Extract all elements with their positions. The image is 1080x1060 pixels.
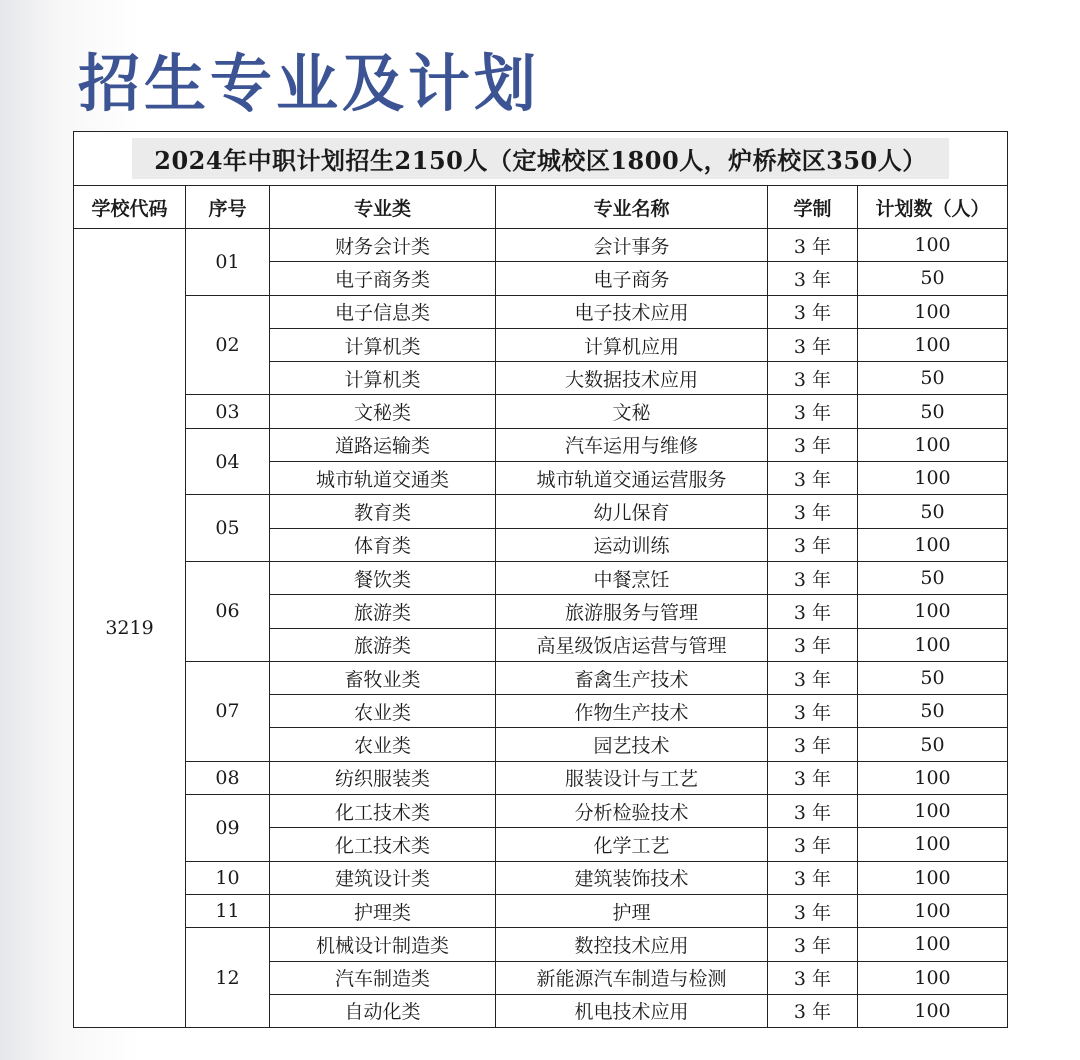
duration-cell: 3 年 bbox=[768, 395, 858, 428]
category-cell: 城市轨道交通类 bbox=[270, 462, 496, 495]
category-cell: 汽车制造类 bbox=[270, 961, 496, 994]
major-cell: 机电技术应用 bbox=[496, 994, 768, 1027]
page-title: 招生专业及计划 bbox=[78, 47, 541, 120]
seq-cell: 06 bbox=[186, 561, 270, 661]
seq-cell: 10 bbox=[186, 861, 270, 894]
duration-cell: 3 年 bbox=[768, 894, 858, 927]
plan-count-cell: 100 bbox=[858, 528, 1008, 561]
duration-cell: 3 年 bbox=[768, 328, 858, 361]
seq-cell: 11 bbox=[186, 894, 270, 927]
plan-count-cell: 50 bbox=[858, 495, 1008, 528]
category-cell: 餐饮类 bbox=[270, 561, 496, 594]
table-row bbox=[74, 561, 1008, 594]
duration-cell: 3 年 bbox=[768, 462, 858, 495]
category-cell: 教育类 bbox=[270, 495, 496, 528]
table-row bbox=[74, 661, 1008, 694]
major-cell: 作物生产技术 bbox=[496, 695, 768, 728]
seq-cell: 01 bbox=[186, 229, 270, 296]
duration-cell: 3 年 bbox=[768, 828, 858, 861]
duration-cell: 3 年 bbox=[768, 561, 858, 594]
plan-count-cell: 100 bbox=[858, 994, 1008, 1027]
duration-cell: 3 年 bbox=[768, 994, 858, 1027]
plan-count-cell: 100 bbox=[858, 928, 1008, 961]
banner-row bbox=[74, 132, 1008, 186]
major-cell: 运动训练 bbox=[496, 528, 768, 561]
seq-cell: 12 bbox=[186, 928, 270, 1028]
plan-count-cell: 100 bbox=[858, 828, 1008, 861]
major-cell: 电子技术应用 bbox=[496, 295, 768, 328]
duration-cell: 3 年 bbox=[768, 961, 858, 994]
category-cell: 建筑设计类 bbox=[270, 861, 496, 894]
category-cell: 机械设计制造类 bbox=[270, 928, 496, 961]
major-cell: 高星级饭店运营与管理 bbox=[496, 628, 768, 661]
duration-cell: 3 年 bbox=[768, 528, 858, 561]
header-seq: 序号 bbox=[186, 186, 270, 229]
header-major: 专业名称 bbox=[496, 186, 768, 229]
header-plan-count: 计划数（人） bbox=[858, 186, 1008, 229]
major-cell: 畜禽生产技术 bbox=[496, 661, 768, 694]
seq-cell: 02 bbox=[186, 295, 270, 395]
plan-count-cell: 100 bbox=[858, 861, 1008, 894]
duration-cell: 3 年 bbox=[768, 661, 858, 694]
major-cell: 旅游服务与管理 bbox=[496, 595, 768, 628]
duration-cell: 3 年 bbox=[768, 795, 858, 828]
seq-cell: 09 bbox=[186, 795, 270, 862]
major-cell: 计算机应用 bbox=[496, 328, 768, 361]
major-cell: 会计事务 bbox=[496, 229, 768, 262]
category-cell: 畜牧业类 bbox=[270, 661, 496, 694]
major-cell: 化学工艺 bbox=[496, 828, 768, 861]
plan-count-cell: 100 bbox=[858, 462, 1008, 495]
plan-count-cell: 50 bbox=[858, 362, 1008, 395]
category-cell: 化工技术类 bbox=[270, 828, 496, 861]
seq-cell: 08 bbox=[186, 761, 270, 794]
major-cell: 汽车运用与维修 bbox=[496, 428, 768, 461]
major-cell: 文秘 bbox=[496, 395, 768, 428]
header-duration: 学制 bbox=[768, 186, 858, 229]
duration-cell: 3 年 bbox=[768, 695, 858, 728]
plan-count-cell: 50 bbox=[858, 695, 1008, 728]
category-cell: 纺织服装类 bbox=[270, 761, 496, 794]
table-row bbox=[74, 295, 1008, 328]
major-cell: 中餐烹饪 bbox=[496, 561, 768, 594]
duration-cell: 3 年 bbox=[768, 295, 858, 328]
seq-cell: 03 bbox=[186, 395, 270, 428]
category-cell: 体育类 bbox=[270, 528, 496, 561]
seq-cell: 04 bbox=[186, 428, 270, 495]
plan-count-cell: 100 bbox=[858, 295, 1008, 328]
duration-cell: 3 年 bbox=[768, 362, 858, 395]
header-school-code: 学校代码 bbox=[74, 186, 186, 229]
duration-cell: 3 年 bbox=[768, 861, 858, 894]
duration-cell: 3 年 bbox=[768, 628, 858, 661]
category-cell: 电子信息类 bbox=[270, 295, 496, 328]
category-cell: 计算机类 bbox=[270, 362, 496, 395]
plan-count-cell: 50 bbox=[858, 728, 1008, 761]
category-cell: 自动化类 bbox=[270, 994, 496, 1027]
table-row bbox=[74, 894, 1008, 927]
category-cell: 电子商务类 bbox=[270, 262, 496, 295]
major-cell: 护理 bbox=[496, 894, 768, 927]
category-cell: 旅游类 bbox=[270, 595, 496, 628]
header-row bbox=[74, 186, 1008, 229]
plan-count-cell: 100 bbox=[858, 628, 1008, 661]
category-cell: 文秘类 bbox=[270, 395, 496, 428]
table-row bbox=[74, 428, 1008, 461]
plan-count-cell: 100 bbox=[858, 328, 1008, 361]
category-cell: 旅游类 bbox=[270, 628, 496, 661]
plan-count-cell: 100 bbox=[858, 761, 1008, 794]
major-cell: 园艺技术 bbox=[496, 728, 768, 761]
plan-count-cell: 50 bbox=[858, 262, 1008, 295]
header-category: 专业类 bbox=[270, 186, 496, 229]
plan-count-cell: 100 bbox=[858, 229, 1008, 262]
enrollment-summary: 2024年中职计划招生2150人（定城校区1800人，炉桥校区350人） bbox=[132, 138, 949, 179]
major-cell: 建筑装饰技术 bbox=[496, 861, 768, 894]
duration-cell: 3 年 bbox=[768, 495, 858, 528]
duration-cell: 3 年 bbox=[768, 229, 858, 262]
plan-count-cell: 100 bbox=[858, 795, 1008, 828]
table-row bbox=[74, 395, 1008, 428]
seq-cell: 05 bbox=[186, 495, 270, 562]
category-cell: 计算机类 bbox=[270, 328, 496, 361]
table-row bbox=[74, 928, 1008, 961]
enrollment-table bbox=[73, 131, 1008, 1028]
plan-count-cell: 100 bbox=[858, 595, 1008, 628]
table-row bbox=[74, 495, 1008, 528]
major-cell: 电子商务 bbox=[496, 262, 768, 295]
major-cell: 分析检验技术 bbox=[496, 795, 768, 828]
duration-cell: 3 年 bbox=[768, 928, 858, 961]
plan-count-cell: 50 bbox=[858, 395, 1008, 428]
category-cell: 道路运输类 bbox=[270, 428, 496, 461]
plan-count-cell: 100 bbox=[858, 961, 1008, 994]
major-cell: 数控技术应用 bbox=[496, 928, 768, 961]
major-cell: 幼儿保育 bbox=[496, 495, 768, 528]
plan-count-cell: 50 bbox=[858, 561, 1008, 594]
duration-cell: 3 年 bbox=[768, 428, 858, 461]
seq-cell: 07 bbox=[186, 661, 270, 761]
plan-count-cell: 100 bbox=[858, 894, 1008, 927]
category-cell: 护理类 bbox=[270, 894, 496, 927]
school-code: 3219 bbox=[74, 229, 186, 1028]
major-cell: 新能源汽车制造与检测 bbox=[496, 961, 768, 994]
category-cell: 农业类 bbox=[270, 695, 496, 728]
category-cell: 农业类 bbox=[270, 728, 496, 761]
category-cell: 财务会计类 bbox=[270, 229, 496, 262]
major-cell: 服装设计与工艺 bbox=[496, 761, 768, 794]
plan-count-cell: 100 bbox=[858, 428, 1008, 461]
table-row bbox=[74, 761, 1008, 794]
plan-count-cell: 50 bbox=[858, 661, 1008, 694]
table-row bbox=[74, 795, 1008, 828]
category-cell: 化工技术类 bbox=[270, 795, 496, 828]
duration-cell: 3 年 bbox=[768, 761, 858, 794]
table-row bbox=[74, 229, 1008, 262]
duration-cell: 3 年 bbox=[768, 595, 858, 628]
duration-cell: 3 年 bbox=[768, 728, 858, 761]
major-cell: 城市轨道交通运营服务 bbox=[496, 462, 768, 495]
duration-cell: 3 年 bbox=[768, 262, 858, 295]
major-cell: 大数据技术应用 bbox=[496, 362, 768, 395]
table-row bbox=[74, 861, 1008, 894]
